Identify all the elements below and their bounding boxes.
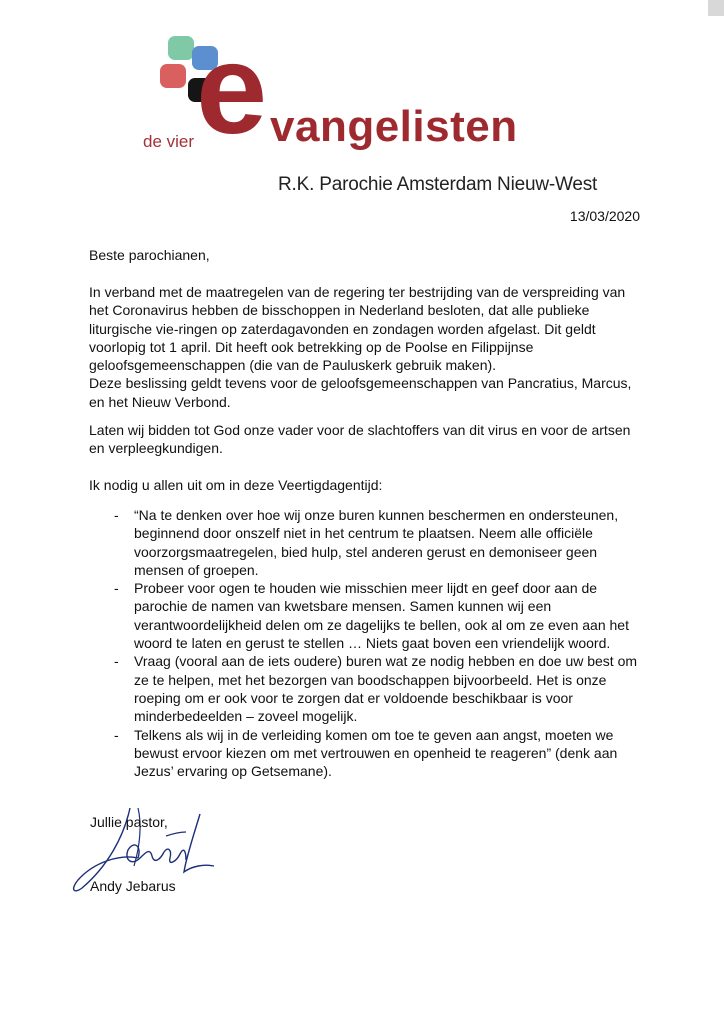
bullet-dash: - bbox=[114, 726, 119, 743]
letter-date: 13/03/2020 bbox=[569, 208, 640, 224]
list-item bbox=[89, 506, 645, 579]
paragraph-decision: Deze beslissing geldt tevens voor de geloofsgemeenschappen van Pancratius, Marcus, en het Nieuw Verbond. bbox=[89, 375, 632, 410]
logo-square-red bbox=[160, 64, 186, 88]
logo-initial-e: e bbox=[196, 18, 268, 161]
list-item bbox=[89, 579, 645, 652]
logo-prefix: de vier bbox=[143, 132, 195, 151]
invitation-list bbox=[89, 506, 645, 780]
list-item bbox=[89, 652, 645, 725]
letter-body bbox=[89, 283, 645, 411]
list-item-text: Telkens als wij in de verleiding komen om toe te geven aan angst, moeten we bewust ervoor kiezen om met vertrouwen en openheid te reageren” (denk aan Jezus’ ervaring op Getsemane). bbox=[134, 726, 618, 780]
list-item-text: “Na te denken over hoe wij onze buren kunnen beschermen en ondersteunen, beginnend door onszelf niet in het centrum te plaatsen. Neem alle officiële voorzorgsmaatregelen, bied hulp, stel anderen gerust en demoniseer geen mensen of groepen. bbox=[134, 507, 619, 578]
scan-corner-shadow bbox=[708, 0, 724, 16]
closing-line: Jullie pastor, bbox=[90, 814, 168, 830]
salutation: Beste parochianen, bbox=[89, 247, 210, 263]
list-item bbox=[89, 726, 645, 781]
list-item-text: Probeer voor ogen te houden wie misschien meer lijdt en geef door aan de parochie de namen van kwetsbare mensen. Samen kunnen wij een verantwoordelijkheid delen om ze dagelijks te bellen, ook al om ze even aan het woord te laten en gerust te stellen … Niets gaat boven een vriendelijk woord. bbox=[134, 580, 629, 652]
logo-wordmark: vangelisten bbox=[270, 102, 518, 151]
signer-name: Andy Jebarus bbox=[90, 878, 176, 894]
bullet-dash: - bbox=[114, 653, 119, 670]
paragraph-prayer: Laten wij bidden tot God onze vader voor de slachtoffers van dit virus en voor de artsen en verpleegkundigen. bbox=[89, 422, 631, 457]
paragraph-measures: In verband met de maatregelen van de regering ter bestrijding van de verspreiding van het Coronavirus hebben de bisschoppen in Nederland besloten, dat alle publieke liturgische vie-ringen op zaterdagavonden en zondagen worden afgelast. Dit geldt voorlopig tot 1 april. Dit heeft ook betrekking op de Poolse en Filippijnse geloofsgemeenschappen (die van de Pauluskerk gebruik maken). bbox=[89, 284, 626, 374]
list-item-text: Vraag (vooral aan de iets oudere) buren wat ze nodig hebben en doe uw best om ze te helpen, met het bezorgen van boodschappen bijvoorbeeld. Het is onze roeping om er ook voor te zorgen dat er voldoende beschikbaar is voor minderbedeelden – zoveel mogelijk. bbox=[134, 653, 638, 725]
bullet-dash: - bbox=[114, 580, 119, 597]
paragraph-invitation: Ik nodig u allen uit om in deze Veertigdagentijd: bbox=[89, 477, 383, 493]
parish-subtitle: R.K. Parochie Amsterdam Nieuw-West bbox=[278, 174, 598, 195]
bullet-dash: - bbox=[114, 507, 119, 523]
logo-square-green bbox=[168, 36, 194, 60]
